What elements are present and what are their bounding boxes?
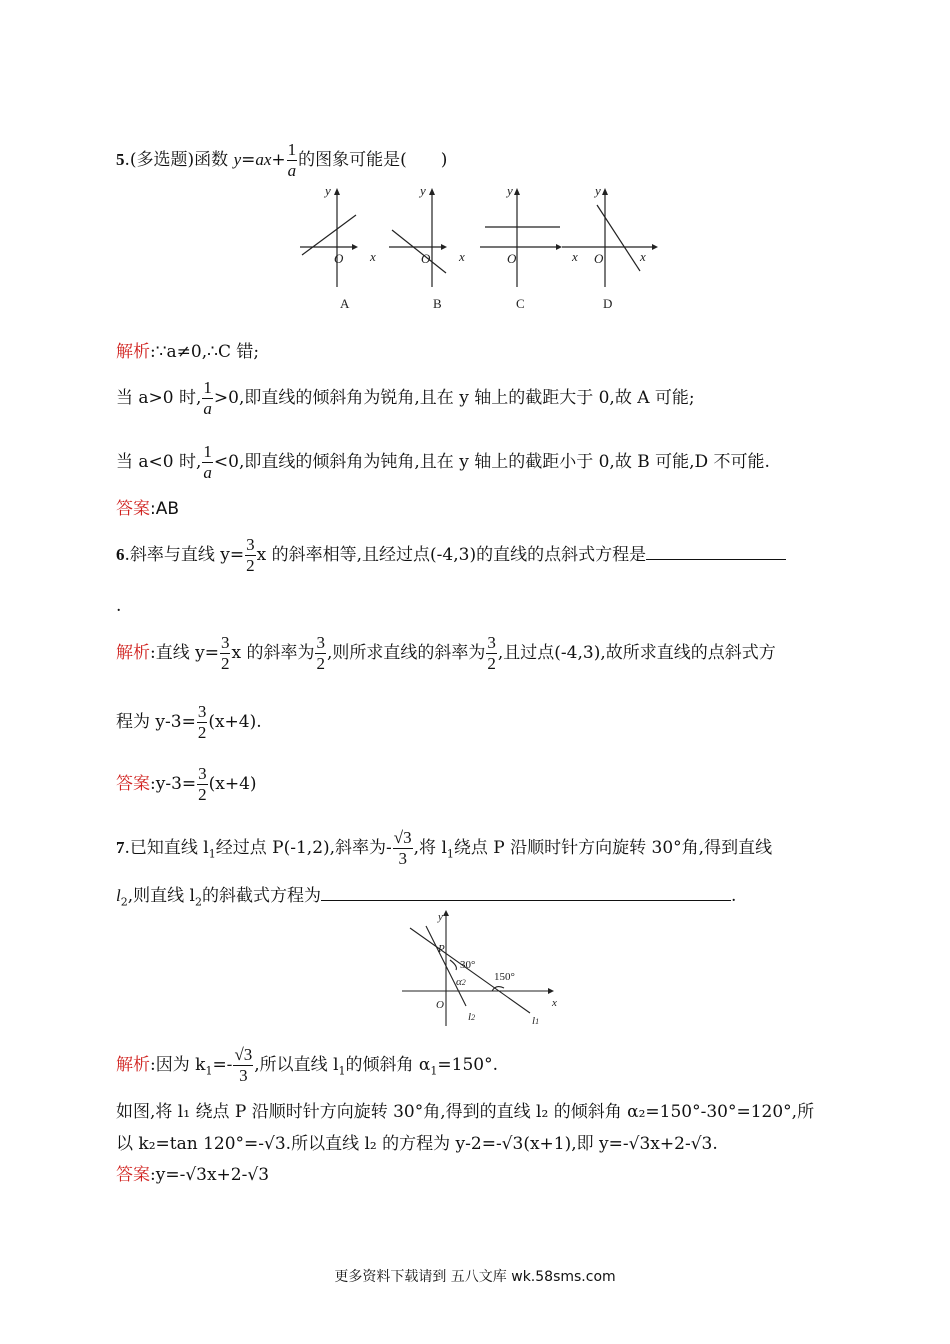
graph-b-y-label: y bbox=[420, 183, 426, 198]
svg-text:l1: l1 bbox=[532, 1015, 540, 1027]
q7-solution-line1: 解析:因为 $k_1=-$ $\frac{√3}{3}$ ,所以直线 $l_1$的倾斜角 $\alpha_1=150^\circ$. bbox=[116, 1045, 499, 1085]
svg-text:O: O bbox=[436, 999, 444, 1011]
graph-a-label: A bbox=[340, 296, 350, 311]
graph-d-origin: O bbox=[594, 251, 604, 266]
q7-answer: 答案:y=-√3x+2-√3 bbox=[116, 1165, 270, 1185]
q5-stem: 5.(多选题)函数 y=ax+ $\frac{1}{a}$ 的图象可能是( ) bbox=[116, 140, 448, 180]
graph-c-y-label: y bbox=[507, 183, 513, 198]
graph-a-origin: O bbox=[334, 251, 344, 266]
graph-b-x-label: x bbox=[459, 249, 465, 264]
svg-text:l2: l2 bbox=[468, 1011, 476, 1023]
q7-solution-line2: 如图,将 l₁ 绕点 P 沿顺时针方向旋转 30°角,得到的直线 l₂ 的倾斜角 α₂=150°-30°=120°,所 bbox=[116, 1102, 815, 1122]
q6-trailing-dot: . bbox=[116, 596, 122, 616]
graph-b-label: B bbox=[433, 296, 442, 311]
graph-a-x-label: x bbox=[370, 249, 376, 264]
graph-d-y-label: y bbox=[595, 183, 601, 198]
q5-answer: 答案:AB bbox=[116, 499, 180, 519]
q7-answer-blank[interactable] bbox=[321, 884, 731, 901]
svg-text:α2: α2 bbox=[456, 976, 466, 988]
svg-text:x: x bbox=[552, 997, 557, 1009]
svg-text:y: y bbox=[438, 911, 443, 923]
graph-c-origin: O bbox=[507, 251, 517, 266]
svg-text:30°: 30° bbox=[460, 959, 476, 971]
graph-d-label: D bbox=[603, 296, 613, 311]
graph-b-origin: O bbox=[421, 251, 431, 266]
q6-solution-line1: 解析:直线 y= $\frac{3}{2}$ x 的斜率为 $\frac{3}{2}$ ,则所求直线的斜率为 $\frac{3}{2}$ ,且过点(-4,3),故所求直线的点斜式方 bbox=[116, 633, 776, 673]
graph-d-x-label: x bbox=[640, 249, 646, 264]
graph-c-x-label: x bbox=[572, 249, 578, 264]
q5-fraction: $\frac{1}{a}$ bbox=[287, 140, 297, 180]
q6-answer-blank[interactable] bbox=[646, 543, 786, 560]
q5-graphs bbox=[0, 175, 950, 345]
q7-stem: 7.已知直线 $l_1$经过点 P(-1,2),斜率为- $\frac{√3}{3}$ ,将 $l_1$绕点 P 沿顺时针方向旋转 30°角,得到直线 bbox=[116, 828, 773, 868]
q5-solution-line1: 解析:∵a≠0,∴C 错; bbox=[116, 342, 260, 362]
q6-stem: 6.斜率与直线 y= $\frac{3}{2}$ x 的斜率相等,且经过点(-4,3)的直线的点斜式方程是 bbox=[116, 535, 786, 576]
graph-a-y-label: y bbox=[325, 183, 331, 198]
footer-text: 更多资料下载请到 五八文库 wk.58sms.com bbox=[334, 1269, 616, 1285]
svg-text:P: P bbox=[438, 943, 445, 955]
q5-solution-line2: 当 a>0 时, $\frac{1}{a}$ >0,即直线的倾斜角为锐角,且在 y 轴上的截距大于 0,故 A 可能; bbox=[116, 378, 695, 418]
graph-c-label: C bbox=[516, 296, 525, 311]
q7-figure bbox=[398, 908, 598, 1028]
q6-solution-line2: 程为 y-3= $\frac{3}{2}$ (x+4). bbox=[116, 702, 262, 742]
q7-solution-line3: 以 k₂=tan 120°=-√3.所以直线 l₂ 的方程为 y-2=-√3(x+1),即 y=-√3x+2-√3. bbox=[116, 1134, 718, 1154]
q5-solution-line3: 当 a<0 时, $\frac{1}{a}$ <0,即直线的倾斜角为钝角,且在 y 轴上的截距小于 0,故 B 可能,D 不可能. bbox=[116, 442, 770, 482]
q6-answer: 答案:y-3= $\frac{3}{2}$ (x+4) bbox=[116, 764, 257, 804]
svg-text:150°: 150° bbox=[494, 971, 515, 983]
q7-stem-line2: $l_2$,则直线 $l_2$的斜截式方程为 . bbox=[116, 886, 737, 909]
